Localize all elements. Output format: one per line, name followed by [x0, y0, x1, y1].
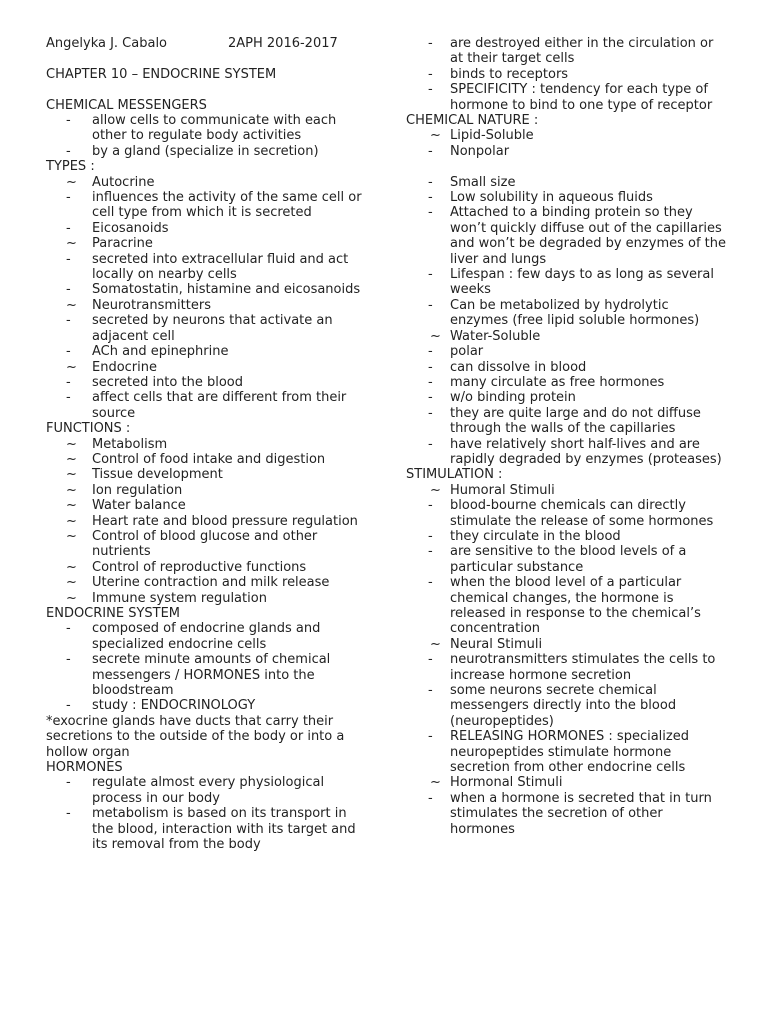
tilde-marker: ~ [66, 559, 77, 575]
dash-marker: - [428, 36, 433, 51]
item-text: they are quite large and do not diffuse through the walls of the capillaries [450, 405, 701, 437]
heading-text: STIMULATION : [406, 467, 503, 483]
bullet-item [46, 221, 364, 236]
dash-marker: - [428, 267, 433, 283]
item-text: Control of blood glucose and other nutrients [92, 528, 318, 560]
bullet-item [406, 36, 728, 67]
heading-text: HORMONES [46, 760, 123, 776]
dash-marker: - [66, 313, 71, 329]
item-text: Lipid-Soluble [450, 128, 534, 144]
dash-marker: - [66, 190, 71, 206]
tilde-marker: ~ [66, 297, 77, 313]
item-text: Lifespan : few days to as long as several weeks [450, 267, 714, 298]
item-text: SPECIFICITY : tendency for each type of hormone to bind to one type of receptor [450, 82, 713, 113]
item-text: Neural Stimuli [450, 636, 543, 652]
dash-marker: - [66, 806, 71, 822]
dash-marker: - [428, 174, 433, 190]
tilde-marker: ~ [66, 482, 77, 498]
bullet-item [46, 652, 364, 698]
dash-marker: - [428, 66, 433, 82]
bullet-item [46, 698, 364, 713]
item-text: neurotransmitters stimulates the cells to increase hormone secretion [450, 652, 716, 683]
right-column [406, 36, 728, 837]
bullet-item [46, 806, 364, 852]
item-text: blood-bourne chemicals can directly stimulate the release of some hormones [450, 498, 714, 529]
bullet-item [406, 82, 728, 113]
dash-marker: - [66, 775, 71, 791]
sub-topic-item [46, 575, 364, 590]
dash-marker: - [428, 652, 433, 668]
bullet-item [46, 144, 364, 159]
item-text: Ion regulation [92, 482, 183, 498]
item-text: polar [450, 344, 484, 360]
section-heading [46, 98, 364, 113]
section-heading [46, 159, 364, 174]
dash-marker: - [428, 205, 433, 221]
sub-topic-item [46, 360, 364, 375]
item-text: w/o binding protein [450, 390, 576, 406]
dash-marker: - [428, 190, 433, 206]
item-text: secreted into extracellular fluid and act locally on nearby cells [92, 251, 349, 283]
dash-marker: - [428, 436, 433, 452]
heading-text: ENDOCRINE SYSTEM [46, 606, 181, 621]
section-heading [46, 421, 364, 436]
sub-topic-item [406, 128, 728, 143]
heading-text: CHEMICAL NATURE : [406, 113, 539, 129]
item-text: secreted into the blood [92, 374, 243, 390]
dash-marker: - [428, 390, 433, 406]
item-text: Humoral Stimuli [450, 482, 555, 498]
left-column [46, 36, 364, 853]
sub-topic-item [406, 329, 728, 344]
item-text: Hormonal Stimuli [450, 775, 563, 791]
item-text: Can be metabolized by hydrolytic enzymes (free lipid soluble hormones) [450, 297, 700, 329]
section-heading [406, 467, 728, 482]
dash-marker: - [66, 698, 71, 714]
section-heading [46, 760, 364, 775]
item-text: when the blood level of a particular chemical changes, the hormone is released in response to the chemical’s concentration [450, 575, 701, 637]
item-text: Eicosanoids [92, 220, 169, 236]
tilde-marker: ~ [66, 590, 77, 606]
item-text: are sensitive to the blood levels of a particular substance [450, 544, 687, 575]
dash-marker: - [428, 82, 433, 98]
bullet-item [406, 652, 728, 683]
item-text: affect cells that are different from their source [92, 390, 347, 421]
dash-marker: - [428, 297, 433, 313]
item-text: Water balance [92, 498, 186, 514]
tilde-marker: ~ [66, 575, 77, 591]
bullet-item [406, 729, 728, 775]
author-header [46, 36, 364, 51]
tilde-marker: ~ [66, 498, 77, 514]
item-text: ACh and epinephrine [92, 344, 229, 360]
bullet-item [406, 575, 728, 637]
item-text: secreted by neurons that activate an adjacent cell [92, 313, 333, 344]
bullet-item [406, 390, 728, 405]
dash-marker: - [428, 359, 433, 375]
sub-topic-item [46, 560, 364, 575]
bullet-item [406, 437, 728, 468]
item-text: Paracrine [92, 236, 153, 252]
dash-marker: - [428, 498, 433, 514]
item-text: Attached to a binding protein so they won’t quickly diffuse out of the capillaries and won’t be degraded by enzymes of the liver and lungs [450, 205, 727, 267]
sub-topic-item [46, 467, 364, 482]
bullet-item [406, 791, 728, 837]
bullet-item [406, 344, 728, 359]
item-text: Immune system regulation [92, 590, 267, 606]
tilde-marker: ~ [430, 775, 441, 791]
tilde-marker: ~ [66, 513, 77, 529]
course-year: 2APH 2016-2017 [228, 36, 338, 51]
dash-marker: - [66, 390, 71, 406]
item-text: Neurotransmitters [92, 297, 211, 313]
dash-marker: - [428, 374, 433, 390]
chapter-title: CHAPTER 10 – ENDOCRINE SYSTEM [46, 66, 277, 82]
bullet-item [406, 175, 728, 190]
bullet-item [406, 544, 728, 575]
item-text: Heart rate and blood pressure regulation [92, 513, 358, 529]
item-text: Nonpolar [450, 143, 510, 159]
section-heading [46, 606, 364, 621]
item-text: Low solubility in aqueous fluids [450, 190, 653, 206]
item-text: composed of endocrine glands and specialized endocrine cells [92, 621, 321, 652]
sub-topic-item [406, 775, 728, 790]
item-text: RELEASING HORMONES : specialized neuropeptides stimulate hormone secretion from other endocrine cells [450, 729, 689, 776]
tilde-marker: ~ [430, 128, 441, 144]
dash-marker: - [428, 344, 433, 360]
tilde-marker: ~ [430, 636, 441, 652]
tilde-marker: ~ [66, 359, 77, 375]
sub-topic-item [406, 637, 728, 652]
dash-marker: - [428, 683, 433, 699]
sub-topic-item [46, 298, 364, 313]
item-text: metabolism is based on its transport in the blood, interaction with its target and its removal from the body [92, 806, 356, 853]
bullet-item [46, 190, 364, 221]
item-text: secrete minute amounts of chemical messengers / HORMONES into the bloodstream [92, 652, 331, 699]
heading-text: *exocrine glands have ducts that carry their secretions to the outside of the body or into a hollow organ [46, 713, 345, 760]
spacer [46, 51, 364, 66]
item-text: are destroyed either in the circulation or at their target cells [450, 36, 714, 67]
bullet-item [406, 529, 728, 544]
tilde-marker: ~ [66, 467, 77, 483]
bullet-item [406, 406, 728, 437]
item-text: allow cells to communicate with each other to regulate body activities [92, 113, 337, 144]
spacer [406, 159, 728, 174]
section-heading [406, 113, 728, 128]
item-text: many circulate as free hormones [450, 374, 665, 390]
spacer [46, 82, 364, 97]
dash-marker: - [428, 790, 433, 806]
dash-marker: - [428, 544, 433, 560]
dash-marker: - [428, 143, 433, 159]
dash-marker: - [66, 621, 71, 637]
section-heading [46, 714, 364, 760]
item-text: some neurons secrete chemical messengers directly into the blood (neuropeptides) [450, 683, 677, 729]
bullet-item [46, 252, 364, 283]
sub-topic-item [46, 452, 364, 467]
dash-marker: - [66, 220, 71, 236]
item-text: Water-Soluble [450, 328, 541, 344]
item-text: by a gland (specialize in secretion) [92, 143, 319, 159]
sub-topic-item [46, 483, 364, 498]
bullet-item [46, 282, 364, 297]
bullet-item [406, 67, 728, 82]
sub-topic-item [46, 529, 364, 560]
bullet-item [406, 267, 728, 298]
item-text: Tissue development [92, 467, 223, 483]
tilde-marker: ~ [66, 174, 77, 190]
dash-marker: - [428, 528, 433, 544]
dash-marker: - [66, 113, 71, 128]
bullet-item [46, 390, 364, 421]
bullet-item [406, 298, 728, 329]
item-text: Control of food intake and digestion [92, 451, 326, 467]
item-text: they circulate in the blood [450, 528, 621, 544]
bullet-item [46, 113, 364, 144]
sub-topic-item [46, 514, 364, 529]
item-text: binds to receptors [450, 66, 569, 82]
sub-topic-item [406, 483, 728, 498]
bullet-item [406, 190, 728, 205]
tilde-marker: ~ [430, 482, 441, 498]
bullet-item [406, 360, 728, 375]
dash-marker: - [66, 282, 71, 298]
item-text: influences the activity of the same cell or cell type from which it is secreted [92, 190, 362, 221]
dash-marker: - [428, 405, 433, 421]
item-text: when a hormone is secreted that in turn stimulates the secretion of other hormones [450, 790, 712, 837]
bullet-item [46, 344, 364, 359]
item-text: Endocrine [92, 359, 157, 375]
item-text: can dissolve in blood [450, 359, 587, 375]
dash-marker: - [66, 344, 71, 360]
sub-topic-item [46, 498, 364, 513]
bullet-item [406, 205, 728, 267]
item-text: Control of reproductive functions [92, 559, 307, 575]
tilde-marker: ~ [66, 236, 77, 252]
tilde-marker: ~ [66, 436, 77, 452]
heading-text: CHEMICAL MESSENGERS [46, 97, 207, 113]
dash-marker: - [66, 652, 71, 668]
tilde-marker: ~ [430, 328, 441, 344]
bullet-item [46, 313, 364, 344]
bullet-item [406, 498, 728, 529]
bullet-item [406, 375, 728, 390]
sub-topic-item [46, 437, 364, 452]
item-text: regulate almost every physiological process in our body [92, 775, 325, 806]
item-text: Metabolism [92, 436, 168, 452]
sub-topic-item [46, 175, 364, 190]
dash-marker: - [66, 143, 71, 159]
tilde-marker: ~ [66, 451, 77, 467]
item-text: have relatively short half-lives and are rapidly degraded by enzymes (proteases) [450, 436, 722, 467]
item-text: study : ENDOCRINOLOGY [92, 698, 256, 714]
heading-text: FUNCTIONS : [46, 421, 131, 437]
dash-marker: - [66, 251, 71, 267]
dash-marker: - [66, 374, 71, 390]
sub-topic-item [46, 236, 364, 251]
item-text: Small size [450, 174, 516, 190]
bullet-item [46, 621, 364, 652]
dash-marker: - [428, 575, 433, 591]
item-text: Uterine contraction and milk release [92, 575, 330, 591]
bullet-item [406, 683, 728, 729]
sub-topic-item [46, 591, 364, 606]
heading-text: TYPES : [46, 159, 95, 175]
dash-marker: - [428, 729, 433, 745]
bullet-item [406, 144, 728, 159]
bullet-item [46, 775, 364, 806]
bullet-item [46, 375, 364, 390]
author-name: Angelyka J. Cabalo [46, 36, 168, 51]
item-text: Somatostatin, histamine and eicosanoids [92, 282, 361, 298]
tilde-marker: ~ [66, 528, 77, 544]
item-text: Autocrine [92, 174, 155, 190]
